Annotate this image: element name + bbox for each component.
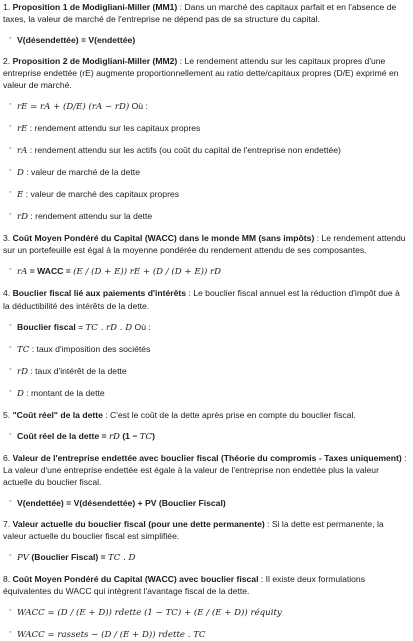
- section-8: [3, 573, 408, 597]
- section-6-bullets: [3, 497, 408, 509]
- section-3-bullets: [3, 265, 408, 278]
- section-title: Bouclier fiscal lié aux paiements d'intérêts: [12, 288, 187, 299]
- section-7-bullets: [3, 551, 408, 564]
- section-7: [3, 518, 408, 542]
- section-number: 7.: [3, 518, 13, 529]
- symbol: TC: [17, 344, 30, 355]
- section-3: [3, 232, 408, 256]
- symbol: rA: [17, 146, 28, 157]
- formula: TC . rD . D: [85, 322, 133, 333]
- symbol: D: [17, 388, 24, 399]
- bullet-item: [9, 210, 408, 223]
- symbol: rD: [17, 366, 28, 377]
- symbol: rE: [17, 124, 28, 135]
- bullet-item: [9, 166, 408, 179]
- formula: WACC = (D / (E + D)) rdette (1 − TC) + (E / (E + D)) réquity: [17, 608, 282, 618]
- section-number: 4.: [3, 288, 13, 299]
- section-text: : Le rendement attendu sur un portefeuille est égal à la moyenne pondérée du rendement attendu de ses composantes.: [3, 233, 406, 256]
- symbol: PV: [17, 552, 29, 563]
- bullet-item: [9, 122, 408, 135]
- section-1: [3, 1, 408, 25]
- section-5: [3, 409, 408, 421]
- section-4-bullets: [3, 321, 408, 400]
- bullet-item: [9, 430, 408, 443]
- section-text: : La valeur d'une entreprise endettée est égale à la valeur de l'entreprise non endettée plus la valeur actuelle du bouclier fiscal.: [3, 452, 407, 487]
- formula-label: Coût réel de la dette =: [17, 430, 109, 441]
- formula: WACC = rassets − (D / (E + D)) rdette . TC: [17, 630, 206, 641]
- section-text: : Le bouclier fiscal annuel est la réduction d'impôt due à la déductibilité des intérêts de la dette.: [3, 288, 400, 311]
- section-title: Coût Moyen Pondéré du Capital (WACC) dans le monde MM (sans impôts): [12, 233, 315, 244]
- bullet-item: [9, 265, 408, 278]
- formula-label: (Bouclier Fiscal) =: [29, 551, 109, 562]
- formula: V(désendettée) = V(endettée): [17, 35, 136, 46]
- definition: : taux d'imposition des sociétés: [29, 343, 151, 354]
- bullet-item: [9, 497, 408, 509]
- section-number: 1.: [3, 2, 13, 12]
- bullet-item: [9, 321, 408, 334]
- bullet-item: [9, 34, 408, 46]
- section-text: : Il existe deux formulations équivalentes du WACC qui intègrent l'avantage fiscal de la dette.: [3, 573, 365, 596]
- section-number: 3.: [3, 233, 13, 244]
- bullet-item: [9, 628, 408, 641]
- section-title: Proposition 2 de Modigliani-Miller (MM2): [12, 56, 178, 67]
- formula: rD: [108, 431, 120, 442]
- formula: (E / (D + E)) rE + (D / (D + E)) rD: [73, 267, 222, 278]
- formula: V(endettée) = V(désendettée) + PV (Bouclier Fiscal): [17, 497, 226, 508]
- bullet-item: [9, 387, 408, 400]
- definition: : rendement attendu sur les actifs (ou coût du capital de l'entreprise non endettée): [27, 145, 341, 156]
- definition: : montant de la dette: [23, 387, 105, 398]
- formula: TC . D: [108, 552, 136, 563]
- bullet-item: [9, 606, 408, 619]
- section-text: : C'est le coût de la dette après prise en compte du bouclier fiscal.: [102, 409, 356, 420]
- formula-tail: Où :: [129, 101, 148, 112]
- definition: : rendement attendu sur la dette: [28, 211, 153, 222]
- definition: : valeur de marché des capitaux propres: [23, 189, 180, 200]
- section-number: 2.: [3, 56, 13, 67]
- section-text: : Si la dette est permanente, la valeur actuelle du bouclier fiscal est simplifiée.: [3, 518, 384, 541]
- section-number: 6.: [3, 452, 13, 463]
- section-1-bullets: [3, 34, 408, 46]
- bullet-item: [9, 100, 408, 113]
- section-title: Valeur de l'entreprise endettée avec bouclier fiscal (Théorie du compromis - Taxes uniquement): [12, 452, 402, 463]
- symbol: TC: [139, 431, 153, 442]
- formula-close: ): [152, 430, 155, 441]
- section-4: [3, 287, 408, 311]
- section-2: [3, 55, 408, 91]
- section-5-bullets: [3, 430, 408, 443]
- section-title: Valeur actuelle du bouclier fiscal (pour une dette permanente): [12, 518, 265, 529]
- section-number: 5.: [3, 409, 13, 420]
- section-number: 8.: [3, 573, 13, 584]
- bullet-item: [9, 188, 408, 201]
- symbol: rA: [17, 267, 28, 278]
- section-title: Coût Moyen Pondéré du Capital (WACC) avec bouclier fiscal: [12, 573, 259, 584]
- section-title: "Coût réel" de la dette: [12, 409, 103, 420]
- formula-label: = WACC =: [27, 266, 74, 277]
- bullet-item: [9, 343, 408, 356]
- section-text: : Le rendement attendu sur les capitaux propres d'une entreprise endettée (rE) augmente proportionnellement au ratio dette/capitaux propres (D/E) exprimé en valeur de marché.: [3, 56, 399, 91]
- definition: : valeur de marché de la dette: [23, 167, 140, 178]
- bullet-item: [9, 365, 408, 378]
- bullet-item: [9, 551, 408, 564]
- formula-part: (1 −: [119, 430, 140, 441]
- bullet-item: [9, 144, 408, 157]
- definition: : rendement attendu sur les capitaux propres: [27, 123, 201, 134]
- formula-tail: Où :: [132, 321, 151, 332]
- formula: rE = rA + (D/E) (rA − rD): [17, 102, 130, 113]
- section-6: [3, 452, 408, 488]
- formula-eq: =: [75, 321, 86, 332]
- section-title: Proposition 1 de Modigliani-Miller (MM1): [12, 2, 178, 12]
- symbol: rD: [17, 212, 28, 223]
- symbol: D: [17, 168, 24, 179]
- symbol: E: [17, 190, 24, 201]
- section-text: : Dans un marché des capitaux parfait et en l'absence de taxes, la valeur de marché de l'entreprise ne dépend pas de sa structure du capital.: [3, 2, 397, 25]
- section-8-bullets: [3, 606, 408, 641]
- definition: : taux d'intérêt de la dette: [28, 365, 127, 376]
- section-2-bullets: [3, 100, 408, 223]
- formula-label: Bouclier fiscal: [17, 321, 76, 332]
